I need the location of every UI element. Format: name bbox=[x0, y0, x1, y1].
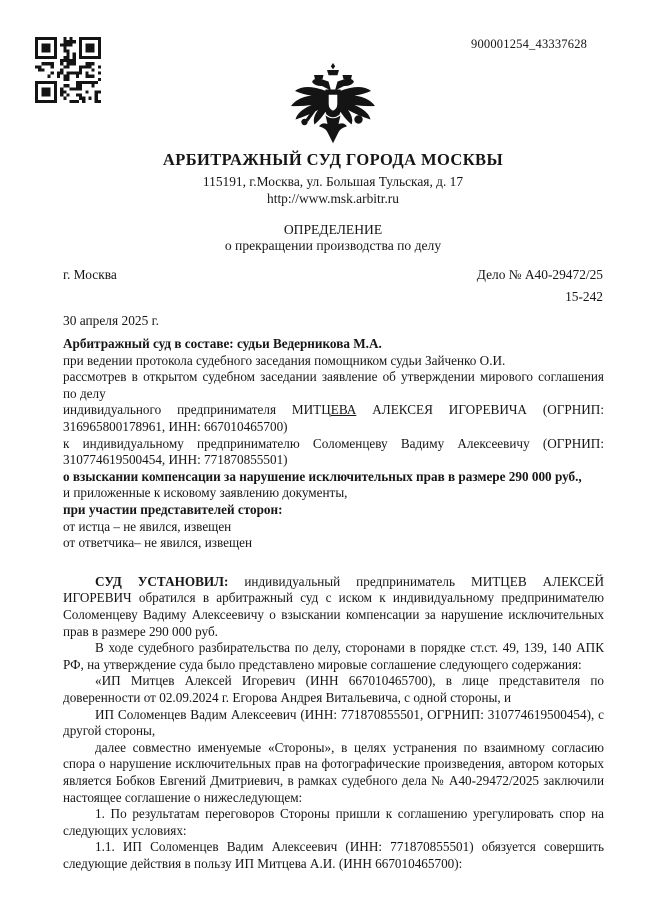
text-run: и приложенные к исковому заявлению документы, bbox=[63, 485, 348, 501]
emblem-container bbox=[0, 62, 666, 150]
document-type-title: ОПРЕДЕЛЕНИЕ bbox=[283, 222, 383, 237]
paragraph bbox=[63, 336, 604, 353]
text-run: индивидуального предпринимателя МИТЦ bbox=[63, 402, 331, 418]
paragraph bbox=[63, 640, 604, 673]
paragraph bbox=[63, 839, 604, 872]
paragraph bbox=[63, 485, 604, 502]
text-run: 1.1. ИП Соломенцев Вадим Алексеевич (ИНН: 771870855501) обязуется совершить следующие действия в пользу ИП Митцева А.И. (ИНН 667010465700): bbox=[63, 839, 604, 871]
text-run: СУД УСТАНОВИЛ: bbox=[95, 573, 245, 589]
paragraph bbox=[63, 369, 604, 402]
text-run: к индивидуальному предпринимателю Соломенцеву Вадиму Алексеевичу (ОГРНИП: 310774619500454, ИНН: 771870855501) bbox=[63, 435, 604, 468]
paragraph bbox=[63, 353, 604, 370]
paragraph bbox=[63, 673, 604, 706]
coat-of-arms-icon bbox=[288, 62, 378, 150]
document-barcode-id: 900001254_43337628 bbox=[471, 37, 588, 51]
court-name: АРБИТРАЖНЫЙ СУД ГОРОДА МОСКВЫ bbox=[162, 150, 504, 169]
text-run: рассмотрев в открытом судебном заседании заявление об утверждении мирового соглашения по делу bbox=[63, 369, 604, 401]
case-city: г. Москва bbox=[63, 267, 117, 282]
text-run: 1. По результатам переговоров Стороны пришли к соглашению урегулировать спор на следующих условиях: bbox=[63, 806, 604, 838]
text-run: «ИП Митцев Алексей Игоревич (ИНН 667010465700), в лице представителя по доверенности от 02.09.2024 г. Егорова Андрея Витальевича, с одной стороны, и bbox=[63, 673, 604, 705]
case-number: Дело № А40-29472/25 bbox=[476, 267, 603, 282]
text-run: индивидуальный предприниматель МИТЦЕВ АЛЕКСЕЙ ИГОРЕВИЧ обратился в арбитражный суд с иском к индивидуальному предпринимателю Соломенцеву Вадиму Алексеевичу о взыскании компенсации за нарушение исключительных прав в размере 290 000 руб. bbox=[63, 573, 604, 639]
document-date: 30 апреля 2025 г. bbox=[63, 313, 159, 328]
document-subtitle: о прекращении производства по делу bbox=[224, 238, 442, 253]
text-run: при участии представителей сторон: bbox=[63, 501, 283, 517]
paragraph bbox=[63, 519, 604, 536]
text-run: при ведении протокола судебного заседания помощником судьи Зайченко О.И. bbox=[63, 352, 506, 368]
case-info-row bbox=[63, 267, 603, 283]
paragraph bbox=[63, 806, 604, 839]
paragraph bbox=[63, 557, 604, 640]
paragraph bbox=[63, 402, 604, 435]
court-address: 115191, г.Москва, ул. Большая Тульская, д. 17 bbox=[202, 174, 464, 189]
court-website: http://www.msk.arbitr.ru bbox=[267, 191, 399, 206]
case-code: 15-242 bbox=[565, 289, 603, 304]
text-run: ИП Соломенцев Вадим Алексеевич (ИНН: 771870855501, ОГРНИП: 310774619500454), с другой стороны, bbox=[63, 706, 604, 739]
text-run: АЛЕКСЕЯ ИГОРЕВИЧА (ОГРНИП: 316965800178961, ИНН: 667010465700) bbox=[63, 402, 604, 434]
paragraph bbox=[63, 469, 604, 486]
text-run: от ответчика– не явился, извещен bbox=[63, 535, 253, 551]
paragraph bbox=[63, 502, 604, 519]
paragraph bbox=[63, 535, 604, 552]
text-run: ЕВА bbox=[330, 402, 357, 418]
text-run: Арбитражный суд в составе: судьи Ведерникова М.А. bbox=[63, 336, 382, 351]
paragraph bbox=[63, 740, 604, 806]
paragraph bbox=[63, 436, 604, 469]
text-run: о взыскании компенсации за нарушение исключительных прав в размере 290 000 руб., bbox=[63, 468, 582, 484]
paragraph bbox=[63, 707, 604, 740]
text-run: далее совместно именуемые «Стороны», в целях устранения по взаимному согласию спора о нарушение исключительных прав на фотографические произведения, автором которых является Бобков Евгений Дмитриевич, в рамках судебного дела № А40-29472/2025 заключили настоящее соглашение о нижеследующем: bbox=[63, 739, 604, 805]
document-body bbox=[63, 336, 604, 873]
text-run: В ходе судебного разбирательства по делу, сторонами в порядке ст.ст. 49, 139, 140 АПК РФ, на утверждение суда было представлено мировые соглашение следующего содержания: bbox=[63, 640, 604, 672]
text-run: от истца – не явился, извещен bbox=[63, 518, 232, 534]
